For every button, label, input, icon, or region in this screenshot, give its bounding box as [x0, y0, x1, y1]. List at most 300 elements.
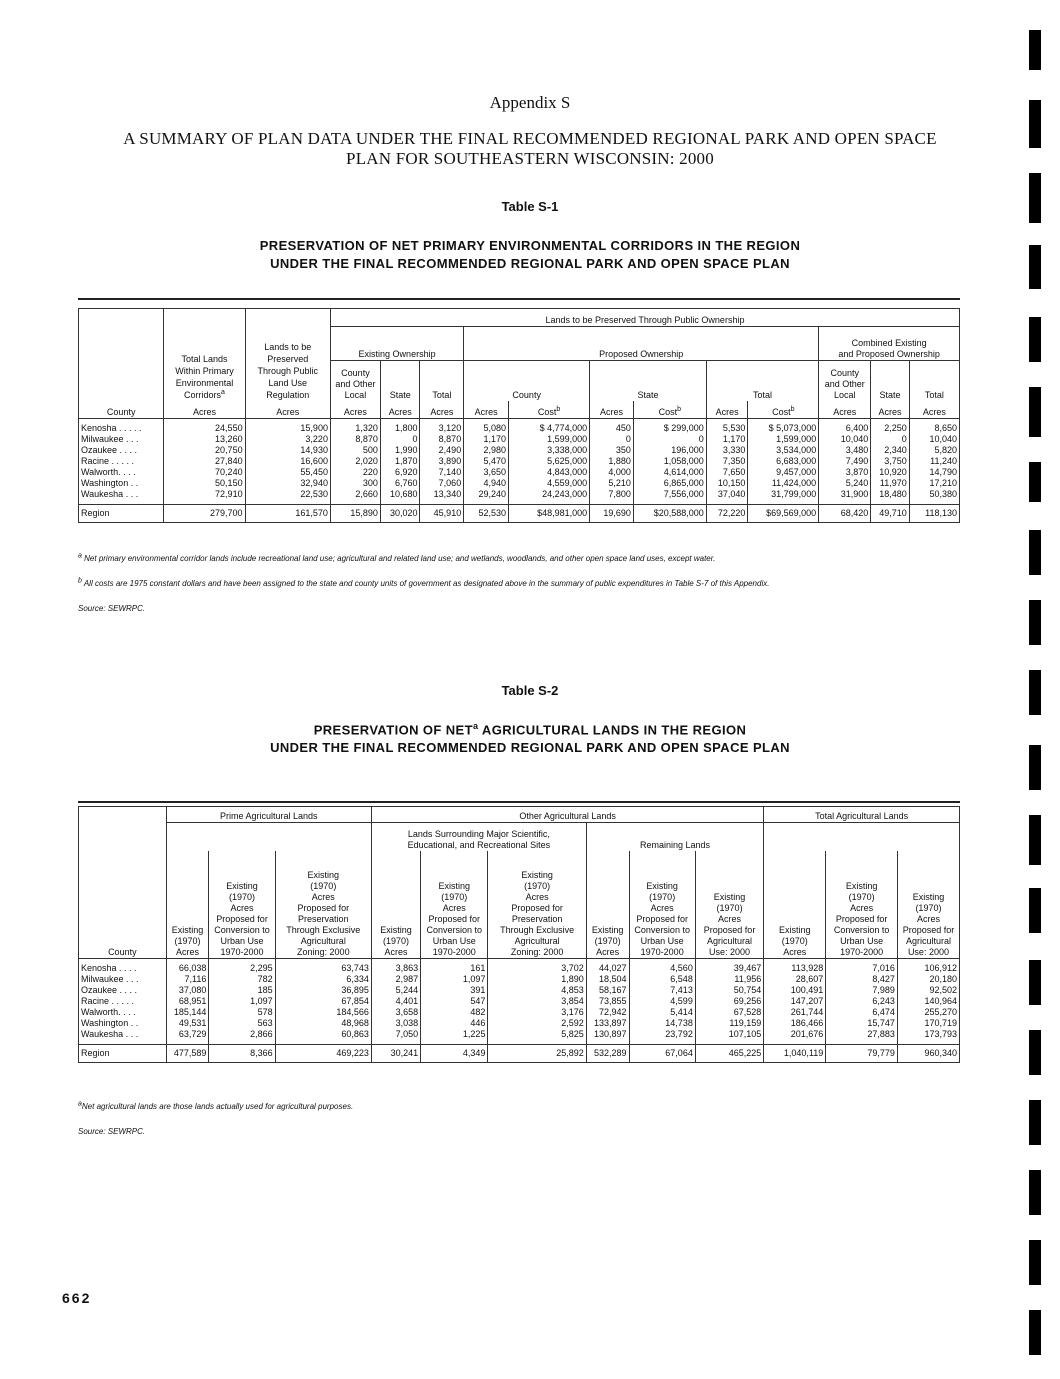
table-cell: 184,566 — [275, 1007, 371, 1018]
table-cell: 482 — [421, 1007, 488, 1018]
table-cell: 4,560 — [629, 963, 695, 974]
table-cell: 5,414 — [629, 1007, 695, 1018]
table-cell: 4,599 — [629, 996, 695, 1007]
region-total-row — [79, 1045, 960, 1063]
table-cell: 185 — [209, 985, 275, 996]
table-cell: 1,880 — [590, 456, 634, 467]
table2-top-rule — [78, 801, 960, 803]
table-cell: 2,020 — [330, 456, 380, 467]
table-cell: 1,599,000 — [508, 434, 589, 445]
region-cell: 15,890 — [330, 505, 380, 523]
margin-mark — [1029, 1030, 1041, 1075]
table-cell: 391 — [421, 985, 488, 996]
table-cell: 6,920 — [380, 467, 420, 478]
page-number: 662 — [62, 1290, 92, 1306]
table1-units-row: County Acres Acres Acres Acres Acres Acres Cost$^b$ Acres Cost$^b$ Acres Cost$^b$ Acres Acres Acres — [79, 401, 960, 419]
table-cell: 7,140 — [420, 467, 464, 478]
table1-combined-total-header: Total — [909, 361, 959, 401]
table-row — [79, 456, 960, 467]
table-cell: 3,176 — [488, 1007, 586, 1018]
table-cell: 10,040 — [819, 434, 871, 445]
table-cell: 20,180 — [897, 974, 959, 985]
table2-surrounding-header: Lands Surrounding Major Scientific, Educational, and Recreational Sites — [371, 823, 586, 851]
table-cell: 49,531 — [166, 1018, 209, 1029]
table-cell: 24,243,000 — [508, 489, 589, 500]
table-cell: 0 — [633, 434, 706, 445]
table-row — [79, 1018, 960, 1029]
margin-mark — [1029, 1170, 1041, 1215]
table-row — [79, 1007, 960, 1018]
table1-proposed-ownership-header: Proposed Ownership — [464, 327, 819, 361]
table-cell: 6,243 — [826, 996, 898, 1007]
table-cell: 11,956 — [695, 974, 763, 985]
table2-prime-existing-header: Existing (1970) Acres — [166, 851, 209, 959]
table1-title-line1: PRESERVATION OF NET PRIMARY ENVIRONMENTAL CORRIDORS IN THE REGION — [259, 238, 801, 253]
table-cell: 48,968 — [275, 1018, 371, 1029]
table-cell: 4,614,000 — [633, 467, 706, 478]
table-cell: 300 — [330, 478, 380, 489]
margin-mark — [1029, 530, 1041, 575]
table1-proposed-state-header: State — [590, 361, 707, 401]
margin-mark — [1029, 1310, 1041, 1355]
table-cell: 6,760 — [380, 478, 420, 489]
county-name: Racine . . . . . — [79, 996, 167, 1007]
table-cell: 18,504 — [586, 974, 629, 985]
county-name: Milwaukee . . . — [79, 434, 164, 445]
table-cell: 5,470 — [464, 456, 509, 467]
margin-mark — [1029, 888, 1041, 933]
table2-county-head-top — [79, 807, 167, 851]
table-cell: 1,097 — [421, 974, 488, 985]
margin-mark — [1029, 462, 1041, 502]
table-cell: 27,883 — [826, 1029, 898, 1040]
table-cell: 5,210 — [590, 478, 634, 489]
table-cell: 8,650 — [909, 423, 959, 434]
table-cell: 2,660 — [330, 489, 380, 500]
table-cell: 173,793 — [897, 1029, 959, 1040]
table-cell: 201,676 — [764, 1029, 826, 1040]
table-cell: 5,530 — [706, 423, 748, 434]
table2-total-header: Total Agricultural Lands — [764, 807, 960, 823]
table1-label: Table S-1 — [501, 199, 559, 214]
table1-proposed-total-header: Total — [706, 361, 818, 401]
table-cell: 186,466 — [764, 1018, 826, 1029]
table-cell: 14,790 — [909, 467, 959, 478]
margin-mark — [1029, 317, 1041, 362]
table-cell: 16,600 — [245, 456, 330, 467]
table2-prime-header: Prime Agricultural Lands — [166, 807, 371, 823]
table-cell: 4,000 — [590, 467, 634, 478]
table-cell: 8,870 — [330, 434, 380, 445]
region-label: Region — [79, 505, 164, 523]
table1-existing-local-header: County and Other Local — [330, 361, 380, 401]
table-cell: 3,750 — [871, 456, 910, 467]
table1-title — [100, 237, 960, 273]
table-cell: $ 299,000 — [633, 423, 706, 434]
table-cell: 563 — [209, 1018, 275, 1029]
table2-total-conversion-header: Existing (1970) Acres Proposed for Conversion to Urban Use 1970-2000 — [826, 851, 898, 959]
table-cell: 4,559,000 — [508, 478, 589, 489]
table-cell: 32,940 — [245, 478, 330, 489]
table2-total-spacer — [764, 823, 960, 851]
table-cell: 782 — [209, 974, 275, 985]
table-cell: 5,825 — [488, 1029, 586, 1040]
table-cell: 55,450 — [245, 467, 330, 478]
table-row — [79, 423, 960, 434]
table-cell: 1,890 — [488, 974, 586, 985]
table-cell: 7,413 — [629, 985, 695, 996]
table-row — [79, 467, 960, 478]
table-cell: 63,729 — [166, 1029, 209, 1040]
table-row — [79, 434, 960, 445]
table-cell: 10,150 — [706, 478, 748, 489]
county-name: Waukesha . . . — [79, 1029, 167, 1040]
table-cell: 27,840 — [164, 456, 245, 467]
table2-body — [79, 959, 960, 1063]
table-cell: 1,599,000 — [748, 434, 819, 445]
table-cell: 547 — [421, 996, 488, 1007]
table-cell: 7,016 — [826, 963, 898, 974]
table-cell: 1,058,000 — [633, 456, 706, 467]
table-row — [79, 974, 960, 985]
table-cell: 0 — [590, 434, 634, 445]
table-cell: 73,855 — [586, 996, 629, 1007]
table-cell: 92,502 — [897, 985, 959, 996]
table-cell: 6,683,000 — [748, 456, 819, 467]
table-cell: 7,650 — [706, 467, 748, 478]
region-cell: 79,779 — [826, 1045, 898, 1063]
table1-regulation-header: Lands to be Preserved Through Public Land Use Regulation — [245, 309, 330, 401]
table2-title — [100, 717, 960, 757]
table-cell: 255,270 — [897, 1007, 959, 1018]
table-cell: 15,747 — [826, 1018, 898, 1029]
table-cell: 6,548 — [629, 974, 695, 985]
table-cell: 29,240 — [464, 489, 509, 500]
county-name: Ozaukee . . . . — [79, 445, 164, 456]
table2-county-header: County — [79, 851, 167, 959]
margin-mark — [1029, 30, 1041, 70]
table-cell: 5,240 — [819, 478, 871, 489]
table1-combined-local-header: County and Other Local — [819, 361, 871, 401]
table-cell: 67,528 — [695, 1007, 763, 1018]
table-cell: 10,040 — [909, 434, 959, 445]
region-cell: 465,225 — [695, 1045, 763, 1063]
table-cell: $ 5,073,000 — [748, 423, 819, 434]
table-cell: 196,000 — [633, 445, 706, 456]
table-cell: 70,240 — [164, 467, 245, 478]
table-cell: 8,427 — [826, 974, 898, 985]
table-cell: 31,799,000 — [748, 489, 819, 500]
table-cell: 4,940 — [464, 478, 509, 489]
table2-remaining-conversion-header: Existing (1970) Acres Proposed for Conversion to Urban Use 1970-2000 — [629, 851, 695, 959]
table-cell: 2,866 — [209, 1029, 275, 1040]
county-name: Milwaukee . . . — [79, 974, 167, 985]
table-cell: 37,040 — [706, 489, 748, 500]
table-row — [79, 985, 960, 996]
table1-footnote-a: $^a$ Net primary environmental corridor lands include recreational land use; agricultural and related land use; and wetlands, woodlands, and other open space land uses, except water. — [78, 552, 716, 563]
table2-surrounding-conversion-header: Existing (1970) Acres Proposed for Conversion to Urban Use 1970-2000 — [421, 851, 488, 959]
county-name: Washington . . — [79, 1018, 167, 1029]
table-cell: 147,207 — [764, 996, 826, 1007]
table2 — [78, 806, 960, 1063]
table-cell: 2,295 — [209, 963, 275, 974]
table2-remaining-existing-header: Existing (1970) Acres — [586, 851, 629, 959]
table2-source: Source: SEWRPC. — [78, 1127, 146, 1136]
table1-top-rule — [78, 298, 960, 300]
table1-existing-state-header: State — [380, 361, 420, 401]
region-cell: 72,220 — [706, 505, 748, 523]
region-cell: 49,710 — [871, 505, 910, 523]
table-cell: 140,964 — [897, 996, 959, 1007]
table2-remaining-use-header: Existing (1970) Acres Proposed for Agricultural Use: 2000 — [695, 851, 763, 959]
table-cell: 39,467 — [695, 963, 763, 974]
table-cell: 261,744 — [764, 1007, 826, 1018]
table1-body — [79, 419, 960, 523]
county-name: Walworth. . . . — [79, 467, 164, 478]
table-cell: 5,820 — [909, 445, 959, 456]
region-cell: 19,690 — [590, 505, 634, 523]
table-cell: 2,250 — [871, 423, 910, 434]
table-cell: 3,534,000 — [748, 445, 819, 456]
table-cell: 107,105 — [695, 1029, 763, 1040]
county-name: Racine . . . . . — [79, 456, 164, 467]
table-cell: 7,116 — [166, 974, 209, 985]
table-cell: 220 — [330, 467, 380, 478]
table-cell: 13,340 — [420, 489, 464, 500]
region-cell: 8,366 — [209, 1045, 275, 1063]
margin-mark — [1029, 100, 1041, 148]
table1-title-line2: UNDER THE FINAL RECOMMENDED REGIONAL PARK AND OPEN SPACE PLAN — [270, 256, 790, 271]
region-cell: 30,241 — [371, 1045, 420, 1063]
table2-other-header: Other Agricultural Lands — [371, 807, 763, 823]
table-cell: 6,400 — [819, 423, 871, 434]
table-cell: 63,743 — [275, 963, 371, 974]
table-cell: 113,928 — [764, 963, 826, 974]
table2-footnote-a: $^a$Net agricultural lands are those lands actually used for agricultural purposes. — [78, 1100, 354, 1111]
margin-mark — [1029, 245, 1041, 289]
table-cell: 350 — [590, 445, 634, 456]
county-name: Walworth. . . . — [79, 1007, 167, 1018]
table-cell: 60,863 — [275, 1029, 371, 1040]
table1-source: Source: SEWRPC. — [78, 604, 146, 613]
table-cell: 72,910 — [164, 489, 245, 500]
table2-prime-spacer — [166, 823, 371, 851]
table1-public-group-header: Lands to be Preserved Through Public Ownership — [330, 309, 959, 327]
table-cell: 1,225 — [421, 1029, 488, 1040]
margin-mark — [1029, 600, 1041, 645]
table-cell: 58,167 — [586, 985, 629, 996]
table-cell: 7,989 — [826, 985, 898, 996]
table-cell: 4,401 — [371, 996, 420, 1007]
table-cell: 2,987 — [371, 974, 420, 985]
table-cell: 2,340 — [871, 445, 910, 456]
region-cell: 68,420 — [819, 505, 871, 523]
table-cell: 3,658 — [371, 1007, 420, 1018]
table-cell: 72,942 — [586, 1007, 629, 1018]
table-cell: 24,550 — [164, 423, 245, 434]
table-cell: 3,330 — [706, 445, 748, 456]
table-cell: 23,792 — [629, 1029, 695, 1040]
region-cell: 469,223 — [275, 1045, 371, 1063]
region-total-row — [79, 505, 960, 523]
region-cell: 960,340 — [897, 1045, 959, 1063]
summary-title: A SUMMARY OF PLAN DATA UNDER THE FINAL RECOMMENDED REGIONAL PARK AND OPEN SPACE PLAN FOR SOUTHEASTERN WISCONSIN: 2000 — [123, 129, 937, 168]
table-cell: 67,854 — [275, 996, 371, 1007]
table-cell: 3,854 — [488, 996, 586, 1007]
table-cell: 36,895 — [275, 985, 371, 996]
table-cell: 7,490 — [819, 456, 871, 467]
table2-surrounding-exclusive-header: Existing (1970) Acres Proposed for Preservation Through Exclusive Agricultural Zoning: 2000 — [488, 851, 586, 959]
region-cell: 30,020 — [380, 505, 420, 523]
region-cell: 67,064 — [629, 1045, 695, 1063]
table-cell: 37,080 — [166, 985, 209, 996]
table1-combined-header: Combined Existing and Proposed Ownership — [819, 327, 960, 361]
table-cell: 2,980 — [464, 445, 509, 456]
table1-existing-total-header: Total — [420, 361, 464, 401]
table-cell: 18,480 — [871, 489, 910, 500]
table2-prime-conversion-header: Existing (1970) Acres Proposed for Conversion to Urban Use 1970-2000 — [209, 851, 275, 959]
table-row — [79, 963, 960, 974]
margin-mark — [1029, 173, 1041, 223]
table2-surrounding-existing-header: Existing (1970) Acres — [371, 851, 420, 959]
table-cell: 4,853 — [488, 985, 586, 996]
table-cell: 7,060 — [420, 478, 464, 489]
table-cell: 3,480 — [819, 445, 871, 456]
table-cell: 3,702 — [488, 963, 586, 974]
table-cell: 4,843,000 — [508, 467, 589, 478]
county-name: Waukesha . . . — [79, 489, 164, 500]
table1-proposed-county-header: County — [464, 361, 590, 401]
table-cell: 66,038 — [166, 963, 209, 974]
table-cell: 11,970 — [871, 478, 910, 489]
table-cell: 8,870 — [420, 434, 464, 445]
table-cell: 7,556,000 — [633, 489, 706, 500]
table-cell: 106,912 — [897, 963, 959, 974]
region-cell: $69,569,000 — [748, 505, 819, 523]
table1 — [78, 308, 960, 523]
table-cell: 1,870 — [380, 456, 420, 467]
table-cell: 6,334 — [275, 974, 371, 985]
table-cell: 2,490 — [420, 445, 464, 456]
table2-title-line2: UNDER THE FINAL RECOMMENDED REGIONAL PARK AND OPEN SPACE PLAN — [270, 740, 790, 756]
table1-total-lands-header: Total Lands Within Primary Environmental Corridors$^a$ — [164, 309, 245, 401]
table-cell: 50,150 — [164, 478, 245, 489]
region-cell: 45,910 — [420, 505, 464, 523]
margin-mark — [1029, 387, 1041, 437]
table2-total-use-header: Existing (1970) Acres Proposed for Agricultural Use: 2000 — [897, 851, 959, 959]
table-cell: 1,170 — [706, 434, 748, 445]
table-cell: 578 — [209, 1007, 275, 1018]
appendix-title: Appendix S — [489, 93, 571, 112]
table-cell: 28,607 — [764, 974, 826, 985]
margin-mark — [1029, 1100, 1041, 1145]
table-cell: 3,220 — [245, 434, 330, 445]
table-cell: 20,750 — [164, 445, 245, 456]
table-cell: 119,159 — [695, 1018, 763, 1029]
county-name: Kenosha . . . . — [79, 963, 167, 974]
table-cell: 31,900 — [819, 489, 871, 500]
table-cell: 22,530 — [245, 489, 330, 500]
table-row — [79, 996, 960, 1007]
region-cell: 477,589 — [166, 1045, 209, 1063]
table2-label: Table S-2 — [501, 683, 559, 698]
table-cell: 7,350 — [706, 456, 748, 467]
table-cell: 1,990 — [380, 445, 420, 456]
table1-county-head-top — [79, 309, 164, 401]
table-cell: 6,474 — [826, 1007, 898, 1018]
table-cell: 9,457,000 — [748, 467, 819, 478]
table-cell: 6,865,000 — [633, 478, 706, 489]
region-cell: 4,349 — [421, 1045, 488, 1063]
table2-remaining-header: Remaining Lands — [586, 823, 763, 851]
county-name: Kenosha . . . . . — [79, 423, 164, 434]
table-cell: 11,424,000 — [748, 478, 819, 489]
table-cell: 5,625,000 — [508, 456, 589, 467]
region-cell: 118,130 — [909, 505, 959, 523]
table-cell: 100,491 — [764, 985, 826, 996]
table-cell: 130,897 — [586, 1029, 629, 1040]
table-cell: 3,863 — [371, 963, 420, 974]
table-cell: 170,719 — [897, 1018, 959, 1029]
table-cell: 446 — [421, 1018, 488, 1029]
region-cell: 25,892 — [488, 1045, 586, 1063]
region-label: Region — [79, 1045, 167, 1063]
table-cell: 161 — [421, 963, 488, 974]
table2-total-existing-header: Existing (1970) Acres — [764, 851, 826, 959]
table-cell: $ 4,774,000 — [508, 423, 589, 434]
table-cell: 1,170 — [464, 434, 509, 445]
table-cell: 44,027 — [586, 963, 629, 974]
table-cell: 13,260 — [164, 434, 245, 445]
table1-existing-ownership-header: Existing Ownership — [330, 327, 463, 361]
table-row — [79, 489, 960, 500]
table2-prime-exclusive-header: Existing (1970) Acres Proposed for Preservation Through Exclusive Agricultural Zoning: 2000 — [275, 851, 371, 959]
table-cell: 3,120 — [420, 423, 464, 434]
region-cell: 1,040,119 — [764, 1045, 826, 1063]
table-cell: 10,680 — [380, 489, 420, 500]
table-cell: 68,951 — [166, 996, 209, 1007]
table-cell: 10,920 — [871, 467, 910, 478]
county-name: Ozaukee . . . . — [79, 985, 167, 996]
table-cell: 185,144 — [166, 1007, 209, 1018]
region-cell: $20,588,000 — [633, 505, 706, 523]
table-row — [79, 445, 960, 456]
margin-mark — [1029, 1240, 1041, 1285]
table-cell: 3,650 — [464, 467, 509, 478]
table-cell: 450 — [590, 423, 634, 434]
table-cell: 50,380 — [909, 489, 959, 500]
margin-mark — [1029, 670, 1041, 715]
table-cell: 3,038 — [371, 1018, 420, 1029]
table-cell: 17,210 — [909, 478, 959, 489]
table-cell: 500 — [330, 445, 380, 456]
table-cell: 133,897 — [586, 1018, 629, 1029]
table-cell: 0 — [380, 434, 420, 445]
county-name: Washington . . — [79, 478, 164, 489]
table-cell: 5,080 — [464, 423, 509, 434]
region-cell: 279,700 — [164, 505, 245, 523]
table-cell: 3,890 — [420, 456, 464, 467]
margin-mark — [1029, 960, 1041, 1005]
table-cell: 14,930 — [245, 445, 330, 456]
table-cell: 11,240 — [909, 456, 959, 467]
margin-mark — [1029, 745, 1041, 790]
table1-combined-state-header: State — [871, 361, 910, 401]
table-cell: 2,592 — [488, 1018, 586, 1029]
table-cell: 3,338,000 — [508, 445, 589, 456]
table-cell: 15,900 — [245, 423, 330, 434]
table1-footnote-b: $^b$ All costs are 1975 constant dollars and have been assigned to the state and county units of government as designated above in the summary of public expenditures in Table S-7 of this Appendix. — [78, 577, 770, 588]
